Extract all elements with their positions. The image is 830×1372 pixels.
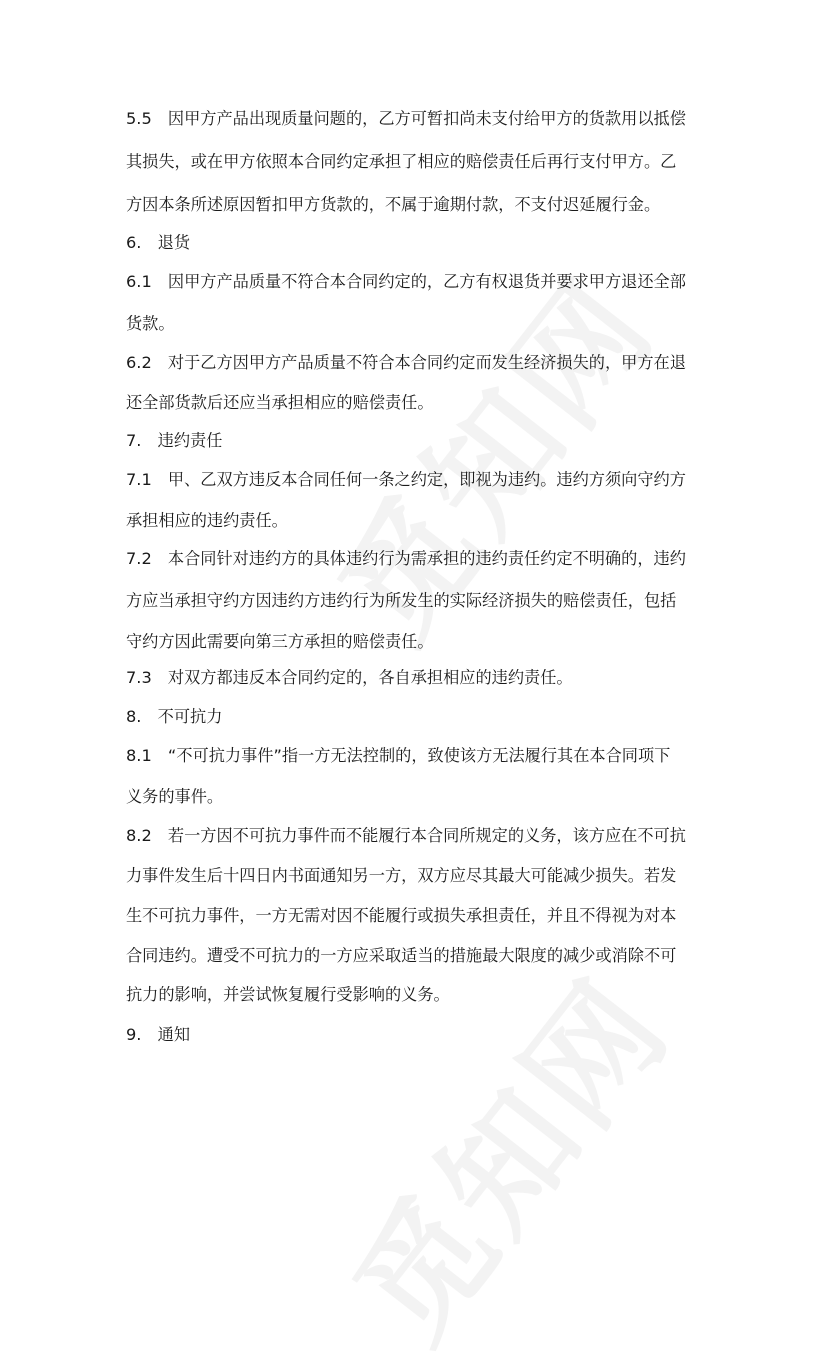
clause-8-2-line-5: 抗力的影响，并尝试恢复履行受影响的义务。: [126, 985, 450, 1004]
clause-8-2-line-3: 生不可抗力事件，一方无需对因不能履行或损失承担责任，并且不得视为对本: [126, 906, 677, 925]
section-8-heading: 8. 不可抗力: [126, 707, 223, 726]
clause-8-1-line-2: 义务的事件。: [126, 787, 224, 806]
section-7-heading: 7. 违约责任: [126, 431, 223, 450]
clause-7-2-line-3: 守约方因此需要向第三方承担的赔偿责任。: [126, 632, 434, 651]
section-9-heading: 9. 通知: [126, 1025, 191, 1044]
clause-6-2-line-1: 6.2 对于乙方因甲方产品质量不符合本合同约定而发生经济损失的，甲方在退: [126, 353, 686, 372]
clause-8-2-line-4: 合同违约。遭受不可抗力的一方应采取适当的措施最大限度的减少或消除不可: [126, 946, 677, 965]
clause-5-5-line-1: 5.5 因甲方产品出现质量问题的，乙方可暂扣尚未支付给甲方的货款用以抵偿: [126, 109, 686, 128]
clause-8-2-line-2: 力事件发生后十四日内书面通知另一方，双方应尽其最大可能减少损失。若发: [126, 866, 677, 885]
clause-7-2-line-2: 方应当承担守约方因违约方违约行为所发生的实际经济损失的赔偿责任，包括: [126, 591, 677, 610]
clause-7-1-line-1: 7.1 甲、乙双方违反本合同任何一条之约定，即视为违约。违约方须向守约方: [126, 470, 686, 489]
clause-7-2-line-1: 7.2 本合同针对违约方的具体违约行为需承担的违约责任约定不明确的，违约: [126, 549, 686, 568]
clause-8-2-line-1: 8.2 若一方因不可抗力事件而不能履行本合同所规定的义务，该方应在不可抗: [126, 826, 686, 845]
clause-7-3: 7.3 对双方都违反本合同约定的，各自承担相应的违约责任。: [126, 668, 573, 687]
clause-6-1-line-1: 6.1 因甲方产品质量不符合本合同约定的，乙方有权退货并要求甲方退还全部: [126, 272, 686, 291]
clause-5-5-line-2: 其损失，或在甲方依照本合同约定承担了相应的赔偿责任后再行支付甲方。乙: [126, 152, 677, 171]
section-6-heading: 6. 退货: [126, 233, 191, 252]
clause-6-1-line-2: 货款。: [126, 314, 175, 333]
clause-7-1-line-2: 承担相应的违约责任。: [126, 511, 288, 530]
clause-6-2-line-2: 还全部货款后还应当承担相应的赔偿责任。: [126, 393, 434, 412]
clause-5-5-line-3: 方因本条所述原因暂扣甲方货款的，不属于逾期付款，不支付迟延履行金。: [126, 195, 661, 214]
clause-8-1-line-1: 8.1 “不可抗力事件”指一方无法控制的，致使该方无法履行其在本合同项下: [126, 746, 671, 765]
